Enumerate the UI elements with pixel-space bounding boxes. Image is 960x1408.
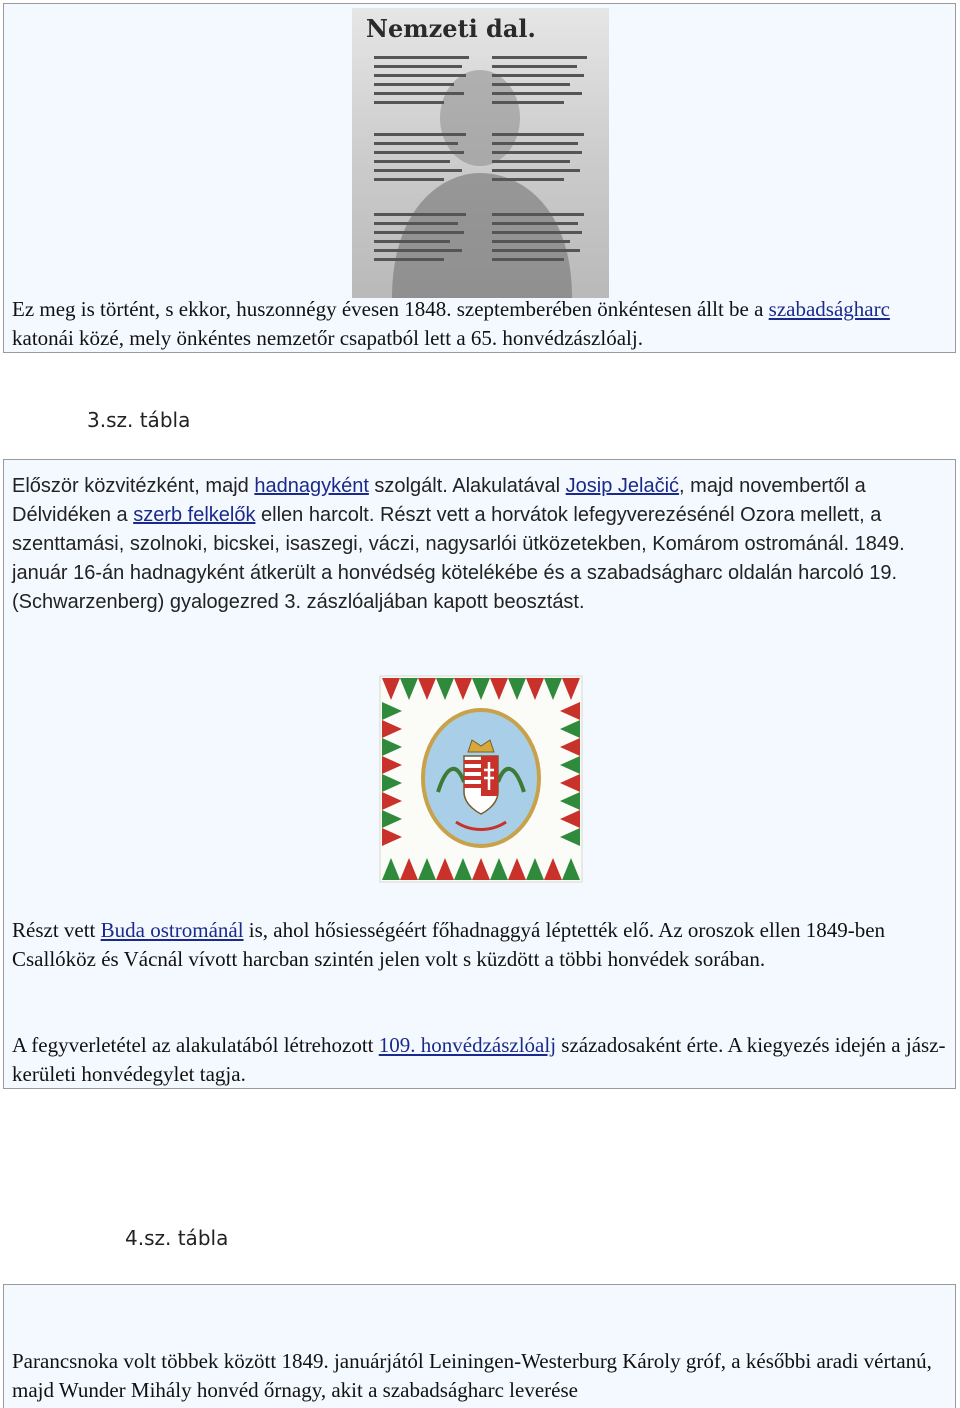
- link-buda-ostromanal[interactable]: Buda ostrománál: [100, 918, 244, 942]
- link-josip-jelacic[interactable]: Josip Jelačić: [565, 475, 680, 497]
- table-caption-3: 3.sz. tábla: [87, 408, 191, 432]
- portrait-silhouette-graphic: [352, 8, 609, 298]
- battalion-flag-image: [376, 672, 586, 886]
- service-text-4: ellen harcolt. Részt vett a horvátok lefegyverezésénél Ozora mellett, a szenttamási, szolnoki, bicskei, isaszegi, váczi, nagysarlói ütközetekben, Komárom ostrománál. 1849. január 16-án hadnagyként átkerült a honvédség kötelékébe és a szabadságharc oldalán harcoló 19. (Schwarzenberg) gyalogezred 3. zászlóaljában kapott beosztást.: [12, 504, 905, 613]
- link-hadnagykent[interactable]: hadnagyként: [254, 475, 369, 497]
- nemzeti-dal-poster-image: [352, 8, 609, 298]
- buda-text-2: is, ahol hősiességéért főhadnaggyá léptették elő. Az oroszok ellen 1849-ben Csallóköz és Vácnál vívott harcban szintén jelen volt s küzdött a többi honvédek sorában.: [12, 918, 886, 971]
- poster-title: Nemzeti dal.: [366, 14, 536, 43]
- commander-paragraph: Parancsnoka volt többek között 1849. januárjától Leiningen-Westerburg Károly gróf, a későbbi aradi vértanú, majd Wunder Mihály honvéd őrnagy, akit a szabadságharc leverése: [12, 1349, 932, 1402]
- link-szabadsagharc[interactable]: szabadságharc: [768, 297, 890, 321]
- intro-paragraph: [12, 295, 942, 353]
- content-panel-3: [3, 1284, 956, 1408]
- buda-paragraph: [12, 916, 947, 974]
- buda-text-1: Részt vett: [12, 918, 101, 942]
- content-panel-1: [3, 3, 956, 353]
- link-109-honvedzaszloalj[interactable]: 109. honvédzászlóalj: [378, 1033, 557, 1057]
- link-szerb-felkelok[interactable]: szerb felkelők: [133, 504, 256, 526]
- service-paragraph: [12, 472, 942, 617]
- content-panel-2: [3, 459, 956, 1089]
- table-caption-4: 4.sz. tábla: [125, 1226, 229, 1250]
- battalion-flag-graphic: [376, 672, 586, 886]
- intro-text-2: katonái közé, mely önkéntes nemzetőr csapatból lett a 65. honvédzászlóalj.: [12, 326, 643, 350]
- surrender-text-1: A fegyverletétel az alakulatából létrehozott: [12, 1033, 379, 1057]
- service-text-1: Először közvitézként, majd: [12, 475, 255, 497]
- intro-text-1: Ez meg is történt, s ekkor, huszonnégy évesen 1848. szeptemberében önkéntesen állt be a: [12, 297, 769, 321]
- surrender-paragraph: [12, 1031, 947, 1089]
- service-text-3: , majd novembertől a Délvidéken a: [12, 475, 866, 526]
- service-text-2: szolgált. Alakulatával: [368, 475, 566, 497]
- surrender-text-2: századosaként érte. A kiegyezés idején a jász-kerületi honvédegylet tagja.: [12, 1033, 946, 1086]
